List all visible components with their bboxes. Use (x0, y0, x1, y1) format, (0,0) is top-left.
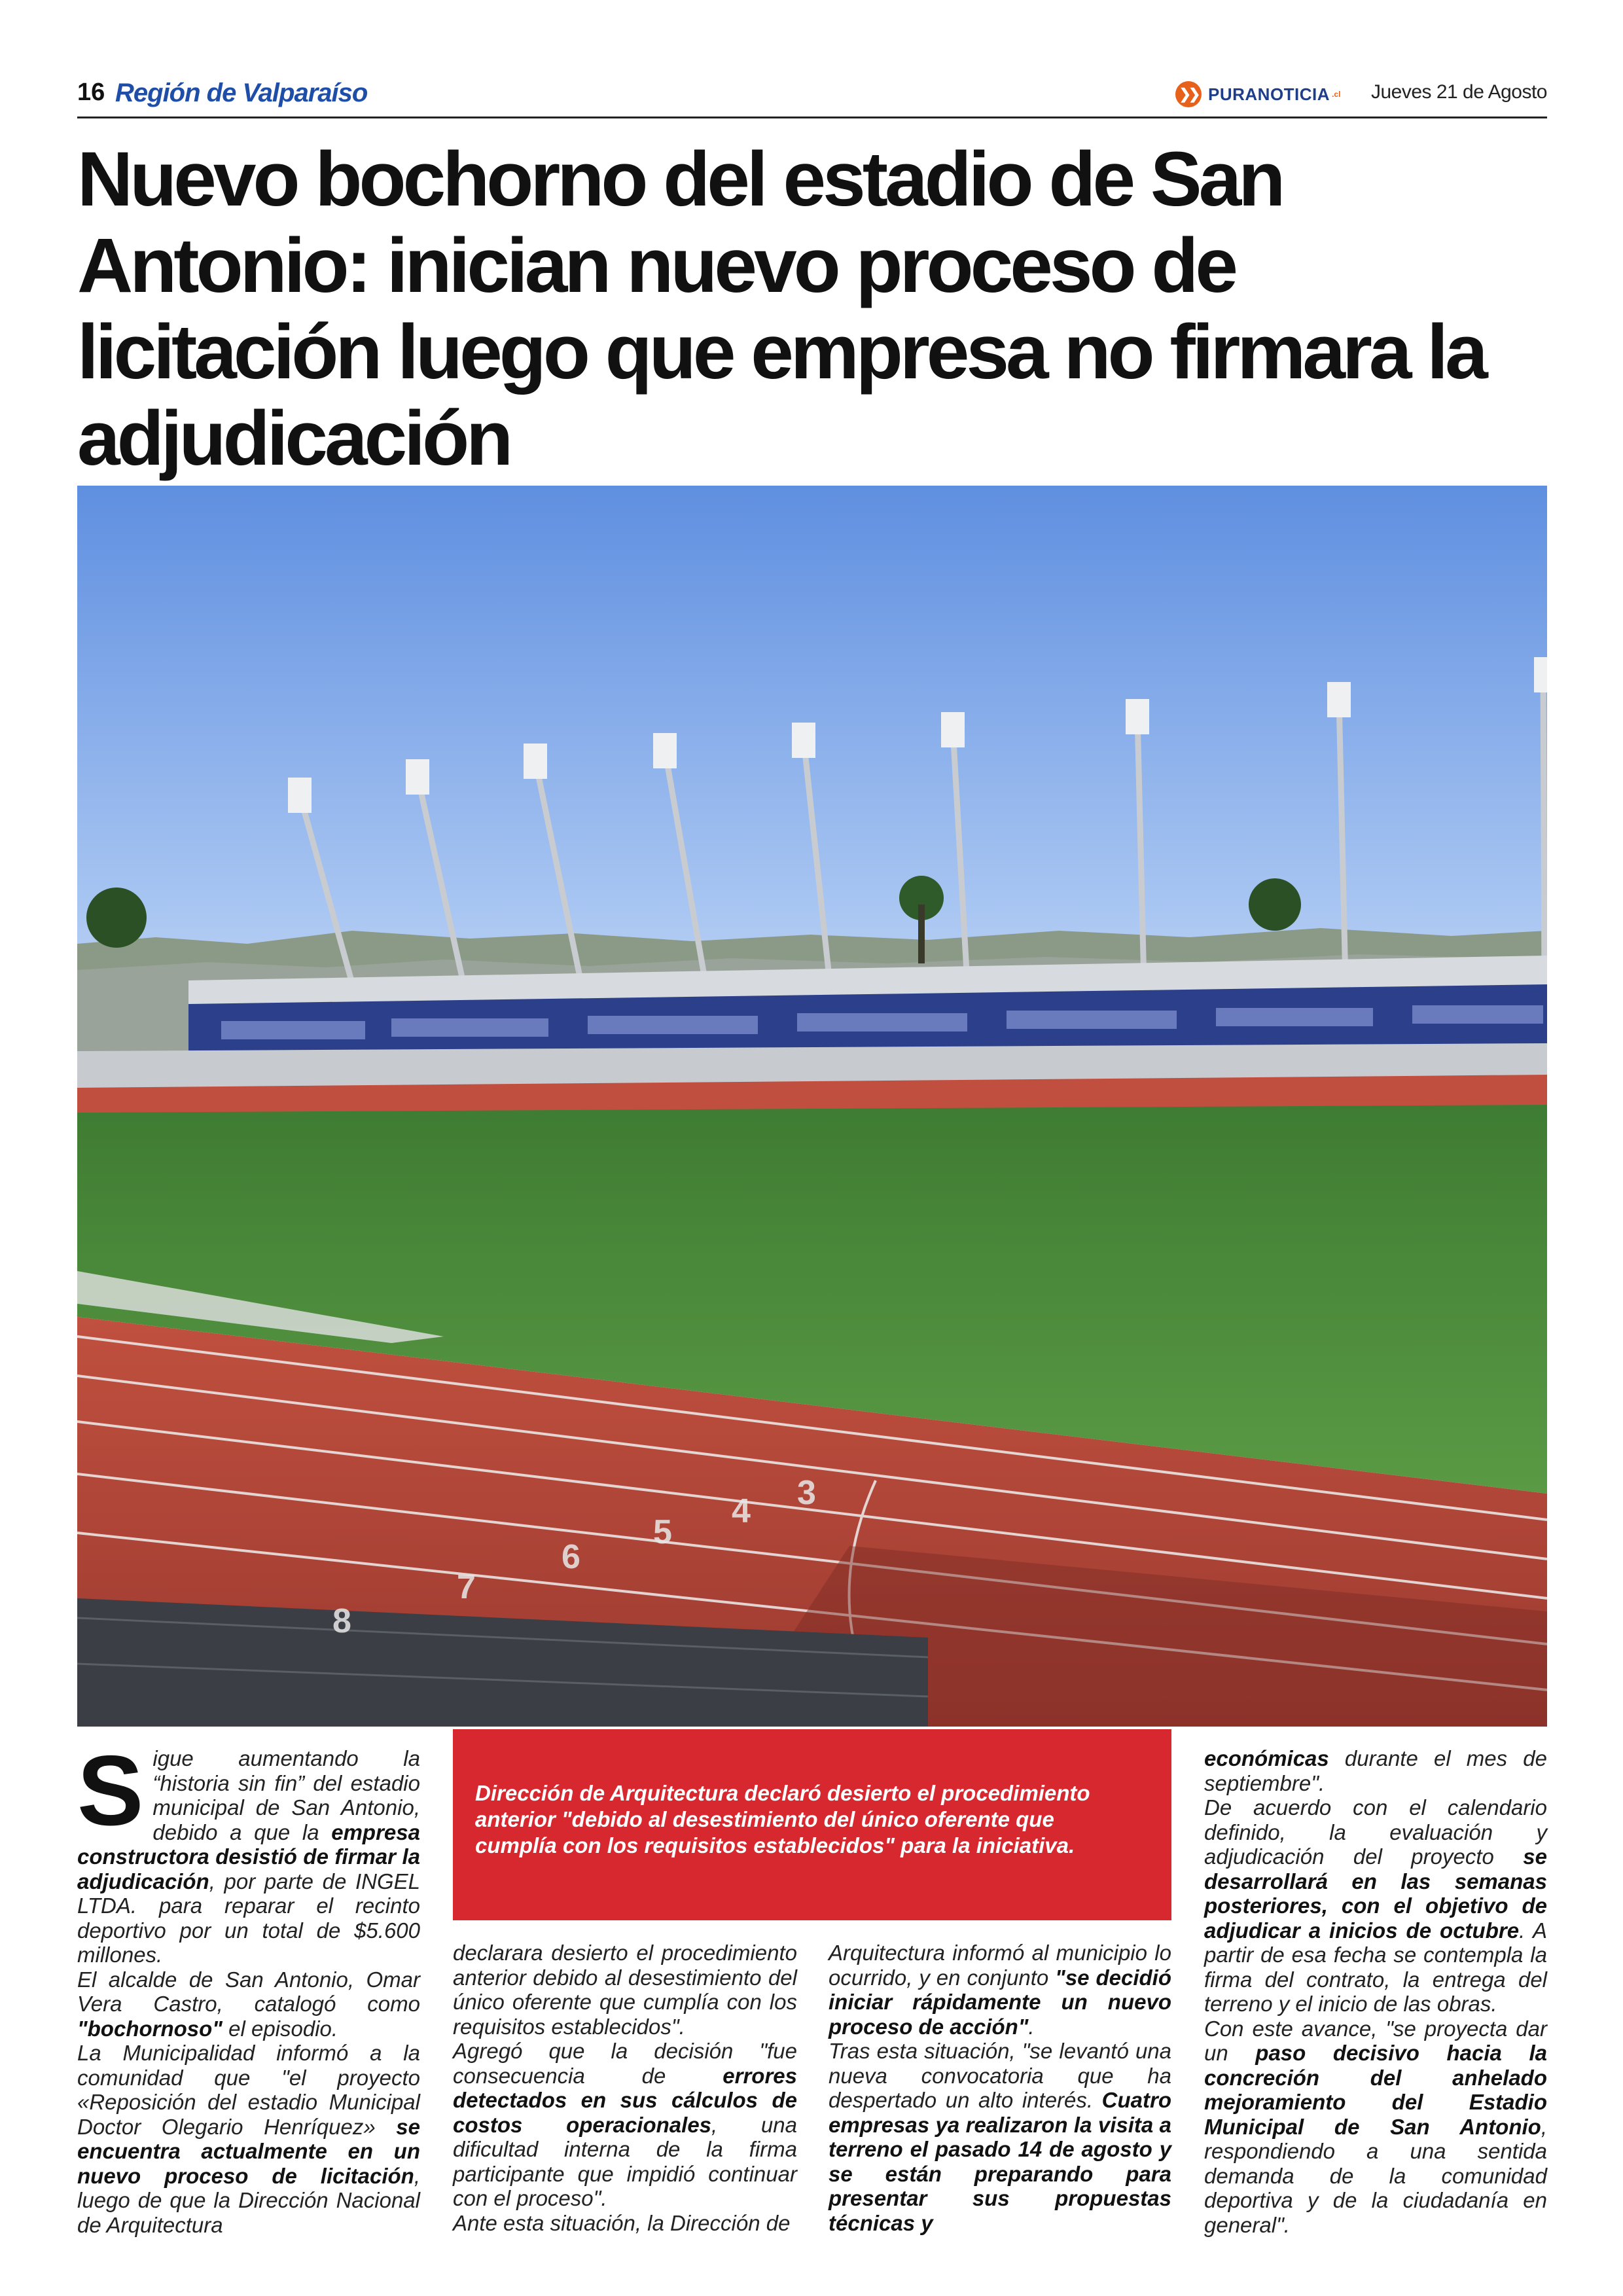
brand-name: PURANOTICIA (1208, 84, 1330, 104)
paragraph: Agregó que la decisión "fue consecuencia de errores detectados en sus cálculos de costos operacionales, una dificultad interna de la firma participante que impidió continuar con el proceso". (453, 2039, 797, 2210)
paragraph: igue aumentando la “historia sin fin” del estadio municipal de San Antonio, debido a que la empresa constructora desistió de firmar la adjudicación, por parte de INGEL LTDA. para reparar el recinto deportivo por un total de $5.600 millones. (77, 1746, 420, 1967)
section-title: Región de Valparaíso (115, 79, 368, 107)
article-column-3 (829, 1941, 1171, 2235)
page-header (77, 77, 1547, 118)
paragraph: declarara desierto el procedimiento anterior debido al desestimiento del único oferente que cumplía con los requisitos establecidos". (453, 1941, 797, 2039)
pull-quote-box (453, 1729, 1171, 1920)
pull-quote: Dirección de Arquitectura declaró desierto el procedimiento anterior "debido al desestimiento del único oferente que cumplía con los requisitos establecidos" para la iniciativa. (475, 1781, 1090, 1857)
paragraph: Con este avance, "se proyecta dar un paso decisivo hacia la concreción del anhelado mejoramiento del Estadio Municipal de San Antonio, respondiendo a una sentida demanda de la comunidad deportiva y de la ciudadanía en general". (1204, 2016, 1547, 2237)
paragraph: La Municipalidad informó a la comunidad que "el proyecto «Reposición del estadio Municipal Doctor Olegario Henríquez» se encuentra actualmente en un nuevo proceso de licitación, luego de que la Dirección Nacional de Arquitectura (77, 2041, 420, 2237)
paragraph: Ante esta situación, la Dirección de (453, 2210, 791, 2235)
lane-number: 6 (562, 1538, 580, 1576)
headline: Nuevo bochorno del estadio de San Antonio: inician nuevo proceso de licitación luego que empresa no firmara la adjudicación (77, 136, 1485, 482)
drop-cap: S (77, 1735, 144, 1846)
issue-date: Jueves 21 de Agosto (1370, 81, 1547, 103)
paragraph: De acuerdo con el calendario definido, la evaluación y adjudicación del proyecto se desarrollará en las semanas posteriores, con el objetivo de adjudicar a inicios de octubre. A partir de esa fecha se contempla la firma del contrato, la entrega del terreno y el inicio de las obras. (1204, 1795, 1548, 2016)
paragraph: económicas durante el mes de septiembre". (1204, 1746, 1547, 1795)
article-column-4 (1204, 1746, 1547, 2237)
article-column-1 (77, 1735, 420, 2237)
chevrons-icon: ❯❯ (1175, 81, 1202, 107)
lane-number: 4 (732, 1492, 751, 1530)
lane-number: 3 (797, 1474, 816, 1512)
lane-number: 7 (457, 1568, 476, 1606)
article-column-2 (453, 1941, 797, 2235)
brand-tld: .cl (1332, 90, 1341, 99)
page-number: 16 (77, 79, 105, 106)
lane-number: 8 (332, 1602, 351, 1640)
brand-logo (1175, 80, 1340, 109)
stadium-photo (77, 486, 1547, 1727)
paragraph: Tras esta situación, "se levantó una nueva convocatoria que ha despertado un alto interés. Cuatro empresas ya realizaron la visita a terreno el pasado 14 de agosto y se están preparando para presentar sus propuestas técnicas y (829, 2039, 1171, 2235)
paragraph: El alcalde de San Antonio, Omar Vera Castro, catalogó como "bochornoso" el episodio. (77, 1967, 420, 2041)
lane-number: 5 (653, 1513, 672, 1551)
paragraph: Arquitectura informó al municipio lo ocurrido, y en conjunto "se decidió iniciar rápidamente un nuevo proceso de acción". (829, 1941, 1171, 2039)
